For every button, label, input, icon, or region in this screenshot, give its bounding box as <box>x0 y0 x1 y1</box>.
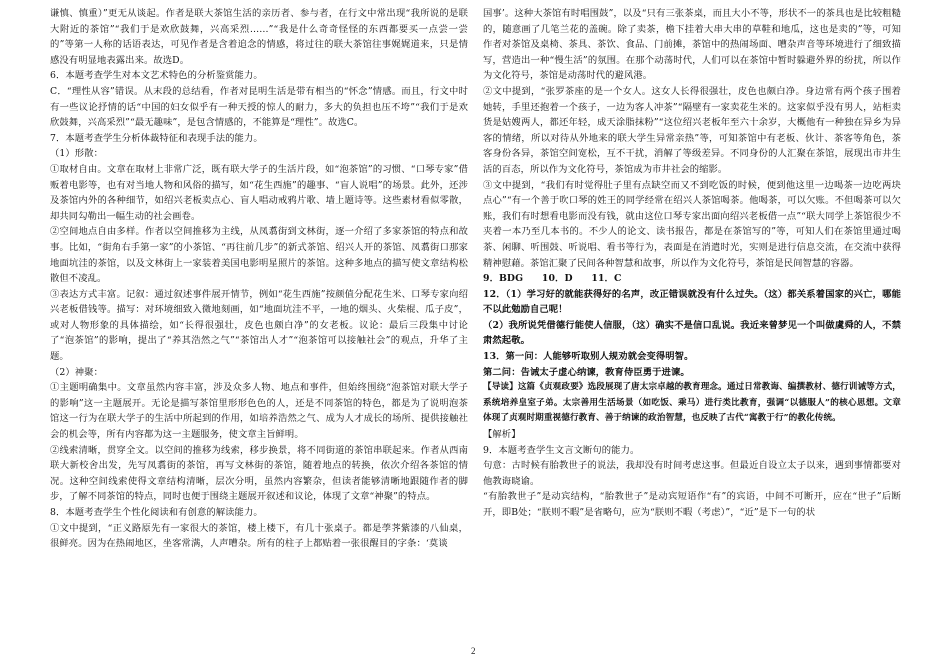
paragraph: 谦慎、慎重）”更无从谈起。作者是联大茶馆生活的亲历者、参与者，在行文中常出现“我所说的是联大附近的茶馆”“我们于是欢欣鼓舞，兴高采烈……”“我是什么奇奇怪怪的东西都要买一点尝一尝的”等第一人称的话语表达，可见作者是含着追念的情感，将过往的联大茶馆往事娓娓道来，只是情感没有明显地表露出来。故选D。 <box>50 8 468 66</box>
answer-line: 12．（1）学习好的就能获得好的名声，改正错误就没有什么过失。（这）都关系着国家的兴亡，哪能不以此勉励自己呢！ <box>483 288 901 316</box>
paragraph: ①主题明确集中。文章虽然内容丰富，涉及众多人物、地点和事件，但始终围绕“泡茶馆对联大学子的影响”这一主题展开。无论是描写茶馆里形形色色的人，还是不同茶馆的特色，都是为了说明泡茶馆这一行为在联大学子的生活中所起到的作用，如培养浩然之气、成为人才成长的场所、提供接触社会的机会等，所有内容都为这一主题服务，使文章主旨鲜明。 <box>50 382 468 441</box>
left-column <box>50 6 468 552</box>
answer-line: （2）我所说凭借德行能使人信服，（这）确实不是信口乱说。我近来曾梦见一个叫做虞舜的人，不禁肃然起敬。 <box>483 319 901 347</box>
paragraph: 7．本题考查学生分析体裁特征和表现手法的能力。 <box>50 132 263 144</box>
paragraph: ②文中提到，“张罗茶座的是一个女人。这女人长得很强壮，皮色也颇白净。身边常有两个孩子围着她转，手里还抱着一个孩子，一边为客人冲茶”“隔壁有一家卖花生米的。这家似乎没有男人，站柜卖货是姑嫂两人，都还年轻，成天涂脂抹粉”“这位绍兴老板年至六十余岁，大概他有一种独在异乡为异客的情绪，所以对待从外地来的联大学生异常亲热”等，可知茶馆中有老板、伙计、茶客等角色，茶客身份各异，茶馆空间宽松，互不干扰，消解了等级差异。不同身份的人汇聚在茶馆，展现出市井生活的百态，所以作为文化符号，茶馆成为市井社会的缩影。 <box>483 85 901 175</box>
answer-line: 9．BDG 10．D 11．C <box>483 273 622 285</box>
paragraph: ③文中提到，“我们有时觉得肚子里有点缺空而又不到吃饭的时候，便到他这里一边喝茶一边吃两块点心”“有一个善于吹口琴的姓王的同学经常在绍兴人茶馆喝茶。他喝茶，可以欠账。不但喝茶可以欠账，我们有时想看电影而没有钱，就由这位口琴专家出面向绍兴老板借一点”“联大同学上茶馆很少不夹着一本乃至几本书的。不少人的论文、读书报告，都是在茶馆写的”等，可知人们在茶馆里通过喝茶、闲聊、听围鼓、听说唱、看书等行为，表面是在消遣时光，实则是进行信息交流，在交流中获得精神慰藉。茶馆汇聚了民间各种智慧和故事，所以作为文化符号，茶馆是民间智慧的容器。 <box>483 179 901 269</box>
section-heading: 【解析】 <box>483 429 521 441</box>
paragraph: 国事’。这种大茶馆有时唱围鼓”，以及“只有三张茶桌，而且大小不等，形状不一的茶具也是比较粗糙的，随意画了几笔兰花的盖碗。除了卖茶，檐下挂着大串大串的草鞋和地瓜，这也是卖的”等，可知作者对茶馆及桌椅、茶具、茶饮、食品、门前摊，茶馆中的热闹场面、嘈杂声音等环境进行了细致描写，营造出一种“慢生活”的氛围。在那个动荡时代，人们可以在茶馆中暂时躲避外界的纷扰，所以作为文化符号，茶馆是动荡时代的避风港。 <box>483 8 901 82</box>
paragraph: （2）神聚： <box>50 366 103 378</box>
paragraph: “有胎教世子”是动宾结构，“胎教世子”是动宾短语作“有”的宾语，中间不可断开，应在“世子”后断开，即B处；“朕则不暇”是省略句，应为“朕则不暇（考虑）”，“近”是下一句的状 <box>483 491 901 518</box>
paragraph: ②线索清晰，贯穿全文。以空间的推移为线索，移步换景，将不同街道的茶馆串联起来。作者从西南联大新校舍出发，先写凤翥街的茶馆，再写文林街的茶馆，随着地点的转换，依次介绍各茶馆的情况。这种空间线索使得文章结构清晰，层次分明，虽然内容繁杂，但读者能够清晰地跟随作者的脚步，了解不同茶馆的特点，同时也便于围绕主题展开叙述和议论，体现了文章“神聚”的特点。 <box>50 444 468 503</box>
answer-line: 13．第一问：人能够听取别人规劝就会变得明智。 <box>483 351 694 363</box>
page-number: 2 <box>471 646 476 656</box>
paragraph: 8．本题考查学生个性化阅读和有创意的解读能力。 <box>50 507 263 518</box>
right-column <box>483 6 901 521</box>
answer-line: 第二问：告诫太子虚心纳谏，教育侍臣勇于进谏。 <box>483 366 690 378</box>
paragraph: ①取材自由。文章在取材上非常广泛，既有联大学子的生活片段，如“泡茶馆”的习惯、“口琴专家”借贩着电影等，也有对当地人物和风俗的描写，如“花生西施”的趣事、“盲人说唱”的场景。此外，还涉及茶馆内外的各种细节，如绍兴老板卖点心、盲人唱动戒鸦片歌、墙上题诗等。这些素材看似零散，却共同勾勒出一幅生动的社会画卷。 <box>50 163 468 222</box>
paragraph: 9．本题考查学生文言文断句的能力。 <box>483 444 640 456</box>
guide-paragraph: 【导读】这篇《贞观政要》选段展现了唐太宗卓越的教育理念。通过日常教诲、编撰教材、德行训诫等方式，系统培养皇室子弟。太宗善用生活场景（如吃饭、乘马）进行类比教育，强调“以德服人”的核心思想。文章体现了贞观时期重视德行教育、善于纳谏的政治智慧，也反映了古代“寓教于行”的教化传统。 <box>483 382 901 424</box>
paragraph: ①文中提到，“正义路原先有一家很大的茶馆，楼上楼下，有几十张桌子。都是荸荠紫漆的八仙桌，很鲜亮。因为在热闹地区，坐客常满，人声嘈杂。所有的柱子上都贴着一张很醒目的字条：‘莫谈 <box>50 522 468 550</box>
paragraph: 句意：古时候有胎教世子的说法，我却没有时间考虑这事。但最近自设立太子以来，遇到事情都要对他教诲晓谕。 <box>483 460 901 487</box>
paragraph: （1）形散： <box>50 148 103 160</box>
paragraph: ②空间地点自由多样。作者以空间推移为主线，从凤翥街到文林街，逐一介绍了多家茶馆的特点和故事。比如，“街角右手第一家”的小茶馆、“再往前几步”的新式茶馆、绍兴人开的茶馆、凤翥街口那家地面坑洼的茶馆，以及文林街上一家装着美国电影明星照片的茶馆。这种多地点的描写使文章结构松散但不凌乱。 <box>50 226 468 285</box>
paragraph: C．“理性从容”错误。从末段的总结看，作者对昆明生活是带有相当的“怀念”情感。而且，行文中时有一些议论抒情的话“中国的妇女似乎有一种天授的惊人的耐力，多大的负担也压不垮”“我们于是欢欣鼓舞，兴高采烈”“最无趣味”，是包含情感的，不能算是“理性”。故选C。 <box>50 85 468 129</box>
paragraph: ③表达方式丰富。记叙：通过叙述事件展开情节，例如“花生西施”按颜值分配花生米、口琴专家向绍兴老板借钱等。描写：对环境细致入微地刻画，如“地面坑洼不平，一地的烟头、火柴棍、瓜子皮”，或对人物形象的具体描绘，如“长得很强壮，皮色也颇白净”的女老板。议论：最后三段集中讨论了“泡茶馆”的影响，提出了“养其浩然之气”“茶馆出人才”“泡茶馆可以接触社会”的观点，升华了主题。 <box>50 288 468 363</box>
paragraph: 6．本题考查学生对本文艺术特色的分析鉴赏能力。 <box>50 70 263 82</box>
